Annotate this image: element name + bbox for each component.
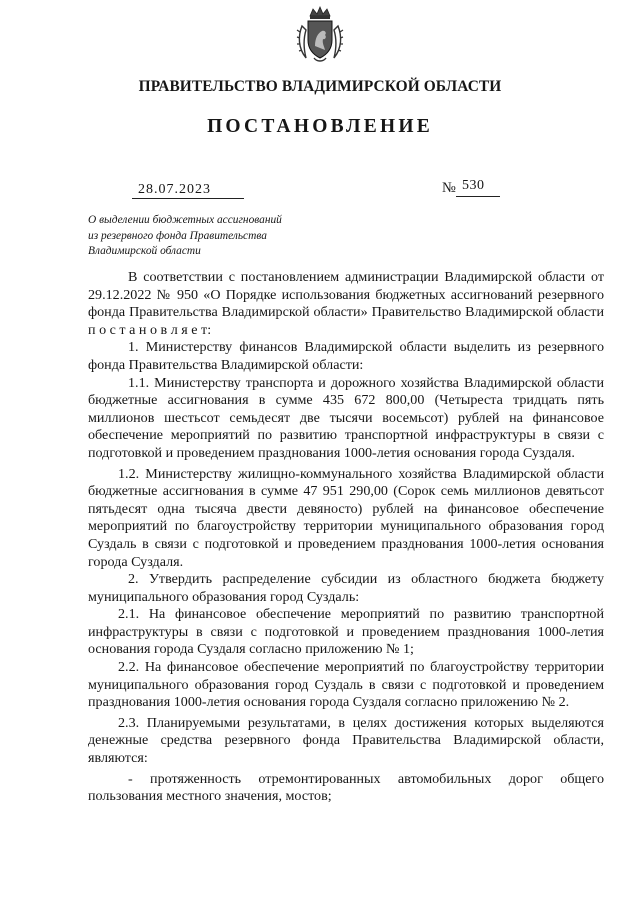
date-underline: [132, 198, 244, 199]
subject-line: Владимирской области: [88, 245, 201, 258]
subject-line: из резервного фонда Правительства: [88, 229, 267, 242]
paragraph-2: 2. Утвердить распределение субсидии из областного бюджета бюджету муниципального образования город Суздаль:: [88, 571, 604, 605]
paragraph-2-1: 2.1. На финансовое обеспечение мероприятий по развитию транспортной инфраструктуры в связи с подготовкой и проведением празднования 1000-летия основания города Суздаля согласно приложению № 1;: [88, 606, 604, 658]
paragraph-2-3: 2.3. Планируемыми результатами, в целях достижения которых выделяются денежные средства резервного фонда Правительства Владимирской области, являются:: [88, 714, 604, 767]
intro-paragraph: В соответствии с постановлением администрации Владимирской области от 29.12.2022 № 950 «О Порядке использования бюджетных ассигнований резервного фонда Правительства Владимирской области» Правительство Владимирской области п о с т а н о в л я е т:: [88, 269, 604, 338]
document-number: 530: [462, 178, 485, 193]
coat-of-arms-icon: [294, 6, 346, 66]
document-body: [88, 269, 604, 806]
document-type-title: ПОСТАНОВЛЕНИЕ: [207, 116, 433, 137]
paragraph-2-2: 2.2. На финансовое обеспечение мероприятий по благоустройству территории муниципального образования город Суздаль в связи с подготовкой и проведением празднования 1000-летия основания города Суздаля согласно приложению № 2.: [88, 659, 604, 711]
subject-line: О выделении бюджетных ассигнований: [88, 214, 282, 226]
document-date: 28.07.2023: [138, 182, 211, 197]
number-underline: [456, 196, 500, 197]
list-item: - протяженность отремонтированных автомобильных дорог общего пользования местного значения, мостов;: [88, 770, 604, 805]
number-label: №: [442, 180, 456, 196]
paragraph-1-1: 1.1. Министерству транспорта и дорожного хозяйства Владимирской области бюджетные ассигнования в сумме 435 672 800,00 (Четыреста тридцать пять миллионов шестьсот семьдесят две тысячи восемьсот) рублей на финансовое обеспечение мероприятий по развитию транспортной инфраструктуры в связи с подготовкой и проведением празднования 1000-летия основания города Суздаля.: [88, 374, 604, 461]
organization-name: ПРАВИТЕЛЬСТВО ВЛАДИМИРСКОЙ ОБЛАСТИ: [138, 78, 502, 95]
paragraph-1: 1. Министерству финансов Владимирской области выделить из резервного фонда Правительства Владимирской области:: [88, 339, 604, 373]
paragraph-1-2: 1.2. Министерству жилищно-коммунального хозяйства Владимирской области бюджетные ассигнования в сумме 47 951 290,00 (Сорок семь миллионов девятьсот пятьдесят одна тысяча двести девяносто) рублей на финансовое обеспечение мероприятий по благоустройству территории муниципального образования город Суздаль в связи с подготовкой и проведением празднования 1000-летия основания города Суздаля.: [88, 465, 604, 570]
document-subject: [88, 213, 282, 260]
